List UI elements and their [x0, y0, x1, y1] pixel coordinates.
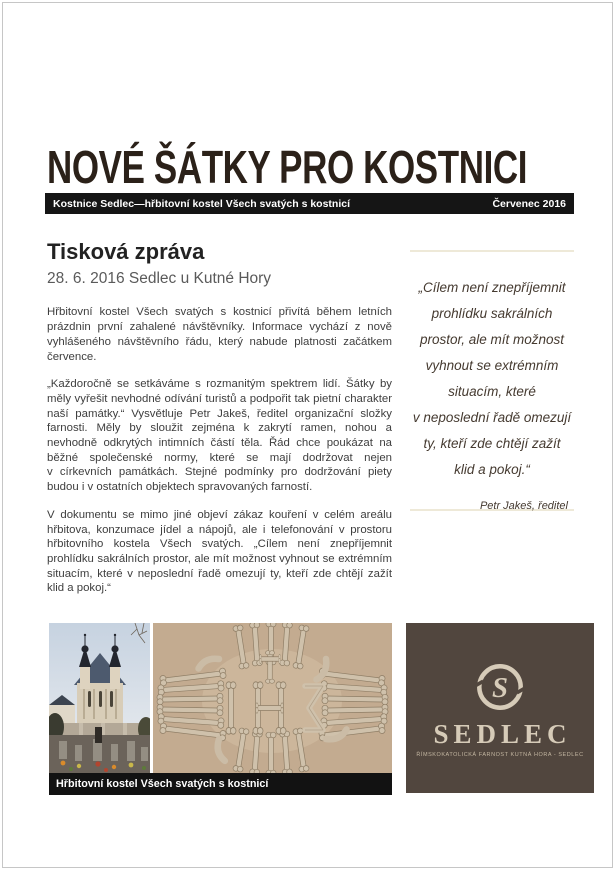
article-heading: Tisková zpráva [47, 239, 205, 264]
logo-subtitle: ŘÍMSKOKATOLICKÁ FARNOST KUTNÁ HORA - SEDLEC [416, 752, 584, 758]
article-column [47, 239, 392, 596]
masthead-bar-date: Červenec 2016 [492, 197, 566, 210]
church-exterior-photo [49, 623, 150, 773]
page-title: NOVÉ ŠÁTKY PRO KOSTNICI [47, 141, 528, 193]
pull-quote-box [410, 250, 574, 511]
masthead-bar-subtitle: Kostnice Sedlec—hřbitovní kostel Všech svatých s kostnicí [53, 197, 351, 210]
figure-block [49, 623, 392, 795]
pull-quote-attribution: Petr Jakeš, ředitel [479, 500, 568, 512]
logo-wordmark: SEDLEC [433, 719, 572, 749]
pull-quote-text: „Cílem není znepříjemnit prohlídku sakrálních prostor, ale mít možnost vyhnout se extrémním situacím, které v neposlední řadě omezují ty, kteří zde chtějí zažít klid a pokoj.“ [412, 280, 572, 477]
ossuary-bones-ihs-photo [153, 623, 392, 773]
article-paragraph: V dokumentu se mimo jiné objeví zákaz kouření v celém areálu hřbitova, konzumace jídel a nápojů, ale i telefonování v prostoru hřbitovního kostela Všech svatých. „Cílem není znepříjemnit prohlídku sakrálních prostor, ale mít možnost vyhnout se extrémním situacím, které v neposlední řadě omezují ty, kteří zde chtějí zažít klid a pokoj.“ [47, 508, 392, 595]
parish-logo-box [406, 623, 594, 793]
masthead-bar [45, 193, 574, 214]
article-paragraph: „Každoročně se setkáváme s rozmanitým spektrem lidí. Šátky by měly vyřešit nevhodné odívání turistů a podpořit tak pietní charakter naší památky.“ Vysvětluje Petr Jakeš, ředitel organizační složky farnosti. Měly by sloužit zejména k zakrytí ramen, nohou a nevhodně odkrytých intimních částí těla. Řád chce poukázat na běžné společenské normy, které se mají dodržovat nejen v církevních památkách. Stejné podmínky pro dodržování piety budou i v ostatních objektech spravovaných farností. [47, 378, 392, 494]
document-page [2, 2, 613, 868]
article-dateline: 28. 6. 2016 Sedlec u Kutné Hory [47, 270, 272, 288]
article-paragraph: Hřbitovní kostel Všech svatých s kostnicí přivítá během letních prázdnin první zahalené návštěvníky. Informace vychází z nově vyhlášeného návštěvního řádu, který nabude platnosti začátkem července. [47, 306, 392, 363]
sedlec-bone-s-logo-icon [473, 660, 527, 714]
figure-caption: Hřbitovní kostel Všech svatých s kostnicí [49, 773, 392, 795]
svg-text:S: S [491, 671, 509, 704]
